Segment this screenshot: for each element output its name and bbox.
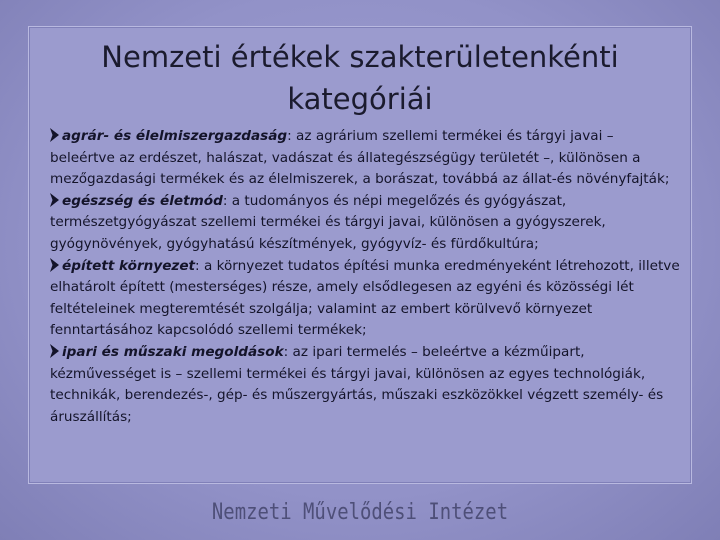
list-item-term: egészség és életmód — [62, 192, 223, 209]
footer — [0, 492, 720, 540]
list-item-text: : a tudományos és népi megelőzés és gyógyászat, természetgyógyászat szellemi termékei és tárgyi javai, különösen a gyógyszerek, gyógynövények, gyógyhatású készítmények, gyógyvíz- és fürdőkultúra; — [50, 192, 606, 252]
list-item — [50, 191, 682, 256]
slide-title: Nemzeti értékek szakterületenkénti kategóriái — [101, 40, 619, 116]
list-item — [50, 126, 682, 191]
list-item-term: agrár- és élelmiszergazdaság — [62, 128, 288, 144]
arrow-bullet-icon — [50, 128, 59, 142]
list-item-text: : az ipari termelés – beleértve a kézműipart, kézművességet is – szellemi termékei és tárgyi javai, különösen az egyes technológiák, technikák, berendezés-, gép- és műszergyártás, műszaki eszközökkel végzett személy- és áruszállítás; — [50, 343, 664, 425]
list-item — [50, 342, 682, 428]
arrow-bullet-icon — [50, 258, 59, 272]
list-item-text: : az agrárium szellemi termékei és tárgyi javai – beleértve az erdészet, halászat, vadászat és állategészségügy területét –, különösen a mezőgazdasági termékek és az élelmiszerek, a borászat, továbbá az állat-és növényfajták; — [50, 128, 670, 188]
list-item-term: épített környezet — [62, 257, 196, 274]
footer-logo-text: Nemzeti Művelődési Intézet — [211, 500, 509, 525]
list-item — [50, 256, 682, 342]
arrow-bullet-icon — [50, 193, 59, 207]
arrow-bullet-icon — [50, 344, 59, 358]
slide-body — [50, 126, 682, 428]
list-item-term: ipari és műszaki megoldások — [62, 343, 284, 360]
list-item-text: : a környezet tudatos építési munka eredményeként létrehozott, illetve elhatárolt épített (mesterséges) része, amely elsődlegesen az egyéni és közösségi lét feltételeinek megteremtését szolgálja; valamint az embert körülvevő környezet fenntartásához kapcsolódó szellemi termékek; — [50, 257, 680, 339]
